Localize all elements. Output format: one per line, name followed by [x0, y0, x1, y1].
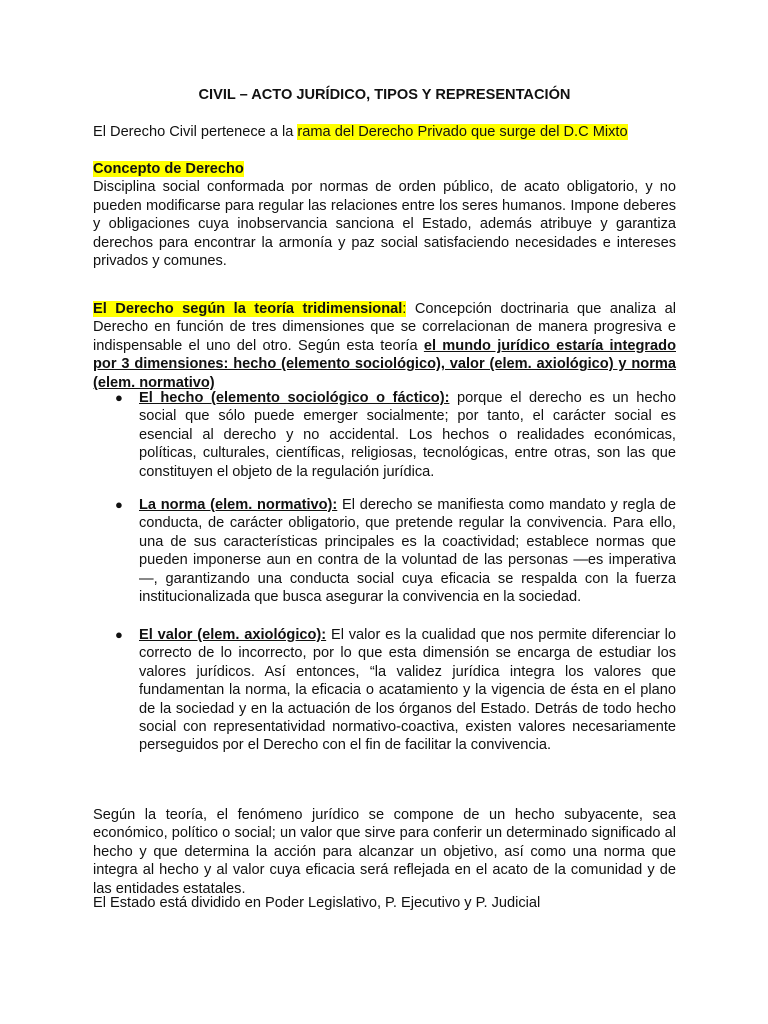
bullet-icon: ●	[115, 390, 123, 405]
tridimensional-paragraph	[93, 300, 676, 392]
bullet-icon: ●	[115, 627, 123, 642]
intro-text: El Derecho Civil pertenece a la	[93, 124, 298, 140]
list-item	[115, 626, 676, 755]
list-item	[115, 389, 676, 481]
bullet-icon: ●	[115, 497, 123, 512]
bullet-text: El valor es la cualidad que nos permite diferenciar lo correcto de lo incorrecto, por lo que esta dimensión se encarga de estudiar los valores jurídicos. Así entonces, “la validez jurídica integra los valores que fundamentan la norma, la eficacia o acatamiento y la vigencia de ésta en el plano de la sociedad y en la actuación de los órganos del Estado. Detrás de todo hecho social con representatividad normativo-coactiva, existen valores necesariamente perseguidos por el Derecho con el fin de facilitar la convivencia.	[139, 627, 676, 754]
estado-paragraph: El Estado está dividido en Poder Legislativo, P. Ejecutivo y P. Judicial	[93, 895, 541, 911]
list-item	[115, 496, 676, 606]
tridimensional-body: Concepción doctrinaria que analiza al Derecho en función de tres dimensiones que se correlacionan de manera progresiva e indispensable el uno del otro. Según esta teoría	[93, 301, 676, 354]
concepto-heading: Concepto de Derecho	[93, 161, 244, 177]
document-page	[93, 0, 676, 1024]
concepto-body: Disciplina social conformada por normas de orden público, de acato obligatorio, y no pueden modificarse para regular las relaciones entre los seres humanos. Impone deberes y obligaciones cuya inobservancia sanciona el Estado, además atribuye y garantiza derechos para encontrar la armonía y paz social satisfaciendo necesidades e intereses privados y comunes.	[93, 179, 676, 270]
bullet-label: La norma (elem. normativo):	[139, 497, 338, 513]
tridimensional-heading: El Derecho según la teoría tridimensional	[93, 301, 403, 317]
tridimensional-emphasis: el mundo jurídico estaría integrado por 3 dimensiones: hecho (elemento sociológico), valor (elem. axiológico) y norma (elem. normativo)	[93, 337, 676, 391]
conclusion-paragraph: Según la teoría, el fenómeno jurídico se compone de un hecho subyacente, sea económico, político o social; un valor que sirve para conferir un determinado significado al hecho y que determina la acción para alcanzar un objetivo, así como una norma que integra al hecho y al valor cuya eficacia será reflejada en el acato de la comunidad y de las entidades estatales.	[93, 807, 676, 897]
bullet-text: El derecho se manifiesta como mandato y regla de conducta, de carácter obligatorio, que pretende regular la convivencia. Para ello, una de sus características principales es la coactividad; establece normas que pueden imponerse aun en contra de la voluntad de las personas —es imperativa—, garantizando una conducta social cuya eficacia se respalda con la fuerza institucionalizada que busca asegurar la convivencia en la sociedad.	[139, 497, 676, 606]
document-title: CIVIL – ACTO JURÍDICO, TIPOS Y REPRESENTACIÓN	[198, 87, 571, 103]
intro-paragraph	[93, 123, 676, 141]
concepto-section	[93, 160, 676, 270]
bullet-text: porque el derecho es un hecho social que sólo puede emerger socialmente; por tanto, el carácter social es esencial al derecho y no accidental. Los hechos o realidades económicas, políticas, culturales, científicas, religiosas, tecnológicas, entre otras, son las que constituyen el objeto de la regulación jurídica.	[139, 390, 676, 480]
intro-highlight: rama del Derecho Privado que surge del D.C Mixto	[297, 124, 628, 140]
bullet-label: El valor (elem. axiológico):	[139, 627, 327, 643]
tridimensional-colon: :	[402, 301, 407, 317]
bullet-label: El hecho (elemento sociológico o fáctico):	[139, 390, 450, 406]
